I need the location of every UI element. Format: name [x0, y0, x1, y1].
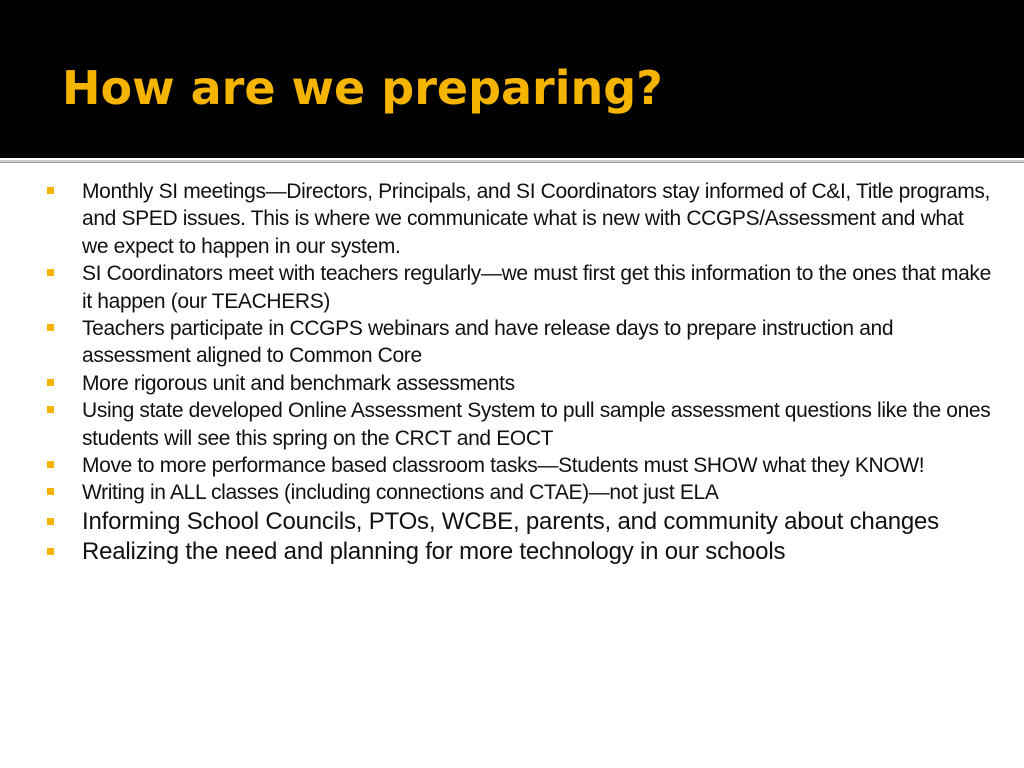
title-band [0, 0, 1024, 158]
bullet-list [45, 178, 995, 567]
square-bullet-icon [47, 324, 54, 331]
bullet-text: More rigorous unit and benchmark assessments [82, 371, 515, 395]
bullet-item [45, 178, 995, 260]
square-bullet-icon [47, 406, 54, 413]
bullet-text: Using state developed Online Assessment System to pull sample assessment questions like the ones students will see this spring on the CRCT and EOCT [82, 399, 991, 450]
bullet-item [45, 397, 995, 452]
bullet-item [45, 370, 995, 397]
bullet-text: Writing in ALL classes (including connections and CTAE)—not just ELA [82, 481, 719, 505]
bullet-text: Monthly SI meetings—Directors, Principals, and SI Coordinators stay informed of C&I, Title programs, and SPED issues. This is where we communicate what is new with CCGPS/Assessment and what we expect to happen in our system. [82, 180, 991, 258]
bullet-item [45, 479, 995, 506]
bullet-item [45, 452, 995, 479]
square-bullet-icon [47, 379, 54, 386]
square-bullet-icon [47, 518, 54, 525]
square-bullet-icon [47, 187, 54, 194]
title-divider-shadow [0, 162, 1024, 163]
bullet-item [45, 315, 995, 370]
bullet-text: Realizing the need and planning for more technology in our schools [82, 537, 786, 565]
bullet-item [45, 537, 995, 567]
slide-title: How are we preparing? [62, 61, 663, 115]
square-bullet-icon [47, 461, 54, 468]
square-bullet-icon [47, 488, 54, 495]
bullet-text: Teachers participate in CCGPS webinars and have release days to prepare instruction and assessment aligned to Common Core [82, 317, 894, 368]
bullet-text: Informing School Councils, PTOs, WCBE, parents, and community about changes [82, 507, 939, 535]
square-bullet-icon [47, 269, 54, 276]
bullet-text: Move to more performance based classroom tasks—Students must SHOW what they KNOW! [82, 454, 925, 478]
bullet-item [45, 507, 995, 537]
square-bullet-icon [47, 548, 54, 555]
bullet-text: SI Coordinators meet with teachers regularly—we must first get this information to the ones that make it happen (our TEACHERS) [82, 262, 991, 313]
bullet-item [45, 260, 995, 315]
